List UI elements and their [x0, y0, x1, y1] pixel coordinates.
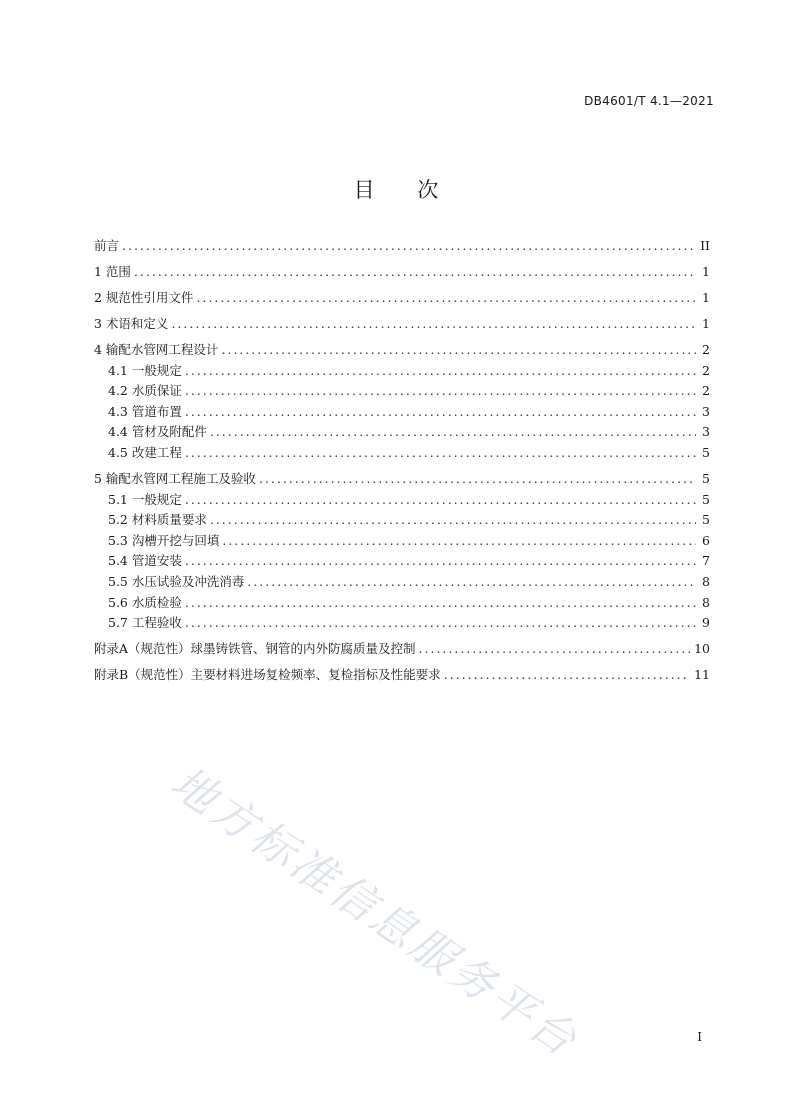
- toc-leader-dots: [185, 593, 696, 613]
- toc-entry-label: 3 术语和定义: [94, 316, 169, 331]
- toc-entry-label: 1 范围: [94, 264, 131, 279]
- watermark: 地方标准信息服务平台: [161, 757, 588, 1068]
- toc-entry-label: 前言: [94, 238, 120, 253]
- toc-entry-label: 5 输配水管网工程施工及验收: [94, 470, 256, 486]
- toc-entry-label: 5.1 一般规定: [108, 491, 182, 507]
- toc-entry-page: 3: [702, 403, 710, 419]
- toc-entry[interactable]: [94, 443, 710, 463]
- toc-entry[interactable]: [94, 531, 710, 551]
- toc-entry-page: 2: [702, 342, 710, 357]
- toc-entry-label: 4.3 管道布置: [108, 403, 182, 419]
- toc-entry-label: 4.5 改建工程: [108, 444, 182, 460]
- toc-entry[interactable]: [94, 402, 710, 422]
- toc-entry-label: 5.4 管道安装: [108, 553, 182, 569]
- toc-entry-label: 5.2 材料质量要求: [108, 512, 207, 528]
- toc-entry-page: 5: [702, 444, 710, 460]
- toc-entry-label: 4.1 一般规定: [108, 362, 182, 378]
- toc-entry-page: 6: [702, 532, 710, 548]
- toc-leader-dots: [171, 314, 696, 334]
- toc-entry[interactable]: [94, 361, 710, 381]
- toc-entry[interactable]: [94, 469, 710, 489]
- toc-leader-dots: [210, 422, 696, 442]
- toc-entry[interactable]: [94, 490, 710, 510]
- toc-leader-dots: [185, 361, 696, 381]
- toc-leader-dots: [185, 381, 696, 401]
- toc-entry[interactable]: [94, 288, 710, 308]
- toc-entry[interactable]: [94, 236, 710, 256]
- toc-entry-page: 1: [702, 316, 710, 331]
- toc-leader-dots: [122, 236, 696, 256]
- toc-entry-page: 2: [702, 383, 710, 399]
- toc-entry[interactable]: [94, 572, 710, 592]
- toc-entry-page: 5: [702, 491, 710, 507]
- toc-leader-dots: [196, 288, 696, 308]
- toc-entry-label: 4.4 管材及附配件: [108, 424, 207, 440]
- toc-entry-page: II: [700, 238, 710, 253]
- toc-entry[interactable]: [94, 639, 710, 659]
- toc-leader-dots: [134, 262, 696, 282]
- toc-entry[interactable]: [94, 340, 710, 360]
- toc-entry-label: 附录A（规范性）球墨铸铁管、钢管的内外防腐质量及控制: [94, 641, 416, 657]
- toc-entry-page: 9: [702, 615, 710, 631]
- toc-entry-label: 5.6 水质检验: [108, 594, 182, 610]
- toc-entry[interactable]: [94, 510, 710, 530]
- toc-entry-page: 8: [702, 594, 710, 610]
- toc-entry-label: 5.3 沟槽开挖与回填: [108, 532, 220, 548]
- toc-leader-dots: [185, 551, 696, 571]
- toc-leader-dots: [221, 340, 696, 360]
- toc-leader-dots: [185, 613, 696, 633]
- toc-entry-page: 5: [702, 470, 710, 486]
- toc-entry-page: 1: [702, 290, 710, 305]
- toc-entry-page: 7: [702, 553, 710, 569]
- toc-entry-page: 2: [702, 362, 710, 378]
- toc-leader-dots: [419, 639, 691, 659]
- toc-entry-page: 5: [702, 512, 710, 528]
- toc-entry-label: 4.2 水质保证: [108, 383, 182, 399]
- toc-entry[interactable]: [94, 422, 710, 442]
- toc-entry-label: 4 输配水管网工程设计: [94, 342, 219, 357]
- toc-entry-label: 5.7 工程验收: [108, 615, 182, 631]
- toc-leader-dots: [185, 402, 696, 422]
- toc-leader-dots: [444, 665, 690, 685]
- table-of-contents: [94, 236, 710, 685]
- toc-entry[interactable]: [94, 314, 710, 334]
- toc-entry[interactable]: [94, 665, 710, 685]
- toc-leader-dots: [222, 531, 696, 551]
- toc-entry-page: 8: [702, 573, 710, 589]
- toc-entry[interactable]: [94, 551, 710, 571]
- toc-leader-dots: [185, 443, 696, 463]
- toc-entry-page: 10: [694, 641, 710, 657]
- toc-leader-dots: [185, 490, 696, 510]
- toc-entry[interactable]: [94, 593, 710, 613]
- page-number: I: [697, 1030, 702, 1044]
- toc-entry-label: 附录B（规范性）主要材料进场复检频率、复检指标及性能要求: [94, 667, 441, 683]
- toc-entry-label: 5.5 水压试验及冲洗消毒: [108, 573, 245, 589]
- page-title: 目 次: [353, 178, 457, 202]
- toc-entry[interactable]: [94, 381, 710, 401]
- toc-entry[interactable]: [94, 613, 710, 633]
- toc-leader-dots: [259, 469, 696, 489]
- document-code: DB4601/T 4.1—2021: [584, 94, 714, 108]
- toc-entry[interactable]: [94, 262, 710, 282]
- toc-entry-page: 3: [702, 424, 710, 440]
- toc-entry-page: 1: [702, 264, 710, 279]
- toc-entry-page: 11: [694, 667, 710, 683]
- toc-entry-label: 2 规范性引用文件: [94, 290, 194, 305]
- toc-leader-dots: [247, 572, 696, 592]
- toc-leader-dots: [210, 510, 696, 530]
